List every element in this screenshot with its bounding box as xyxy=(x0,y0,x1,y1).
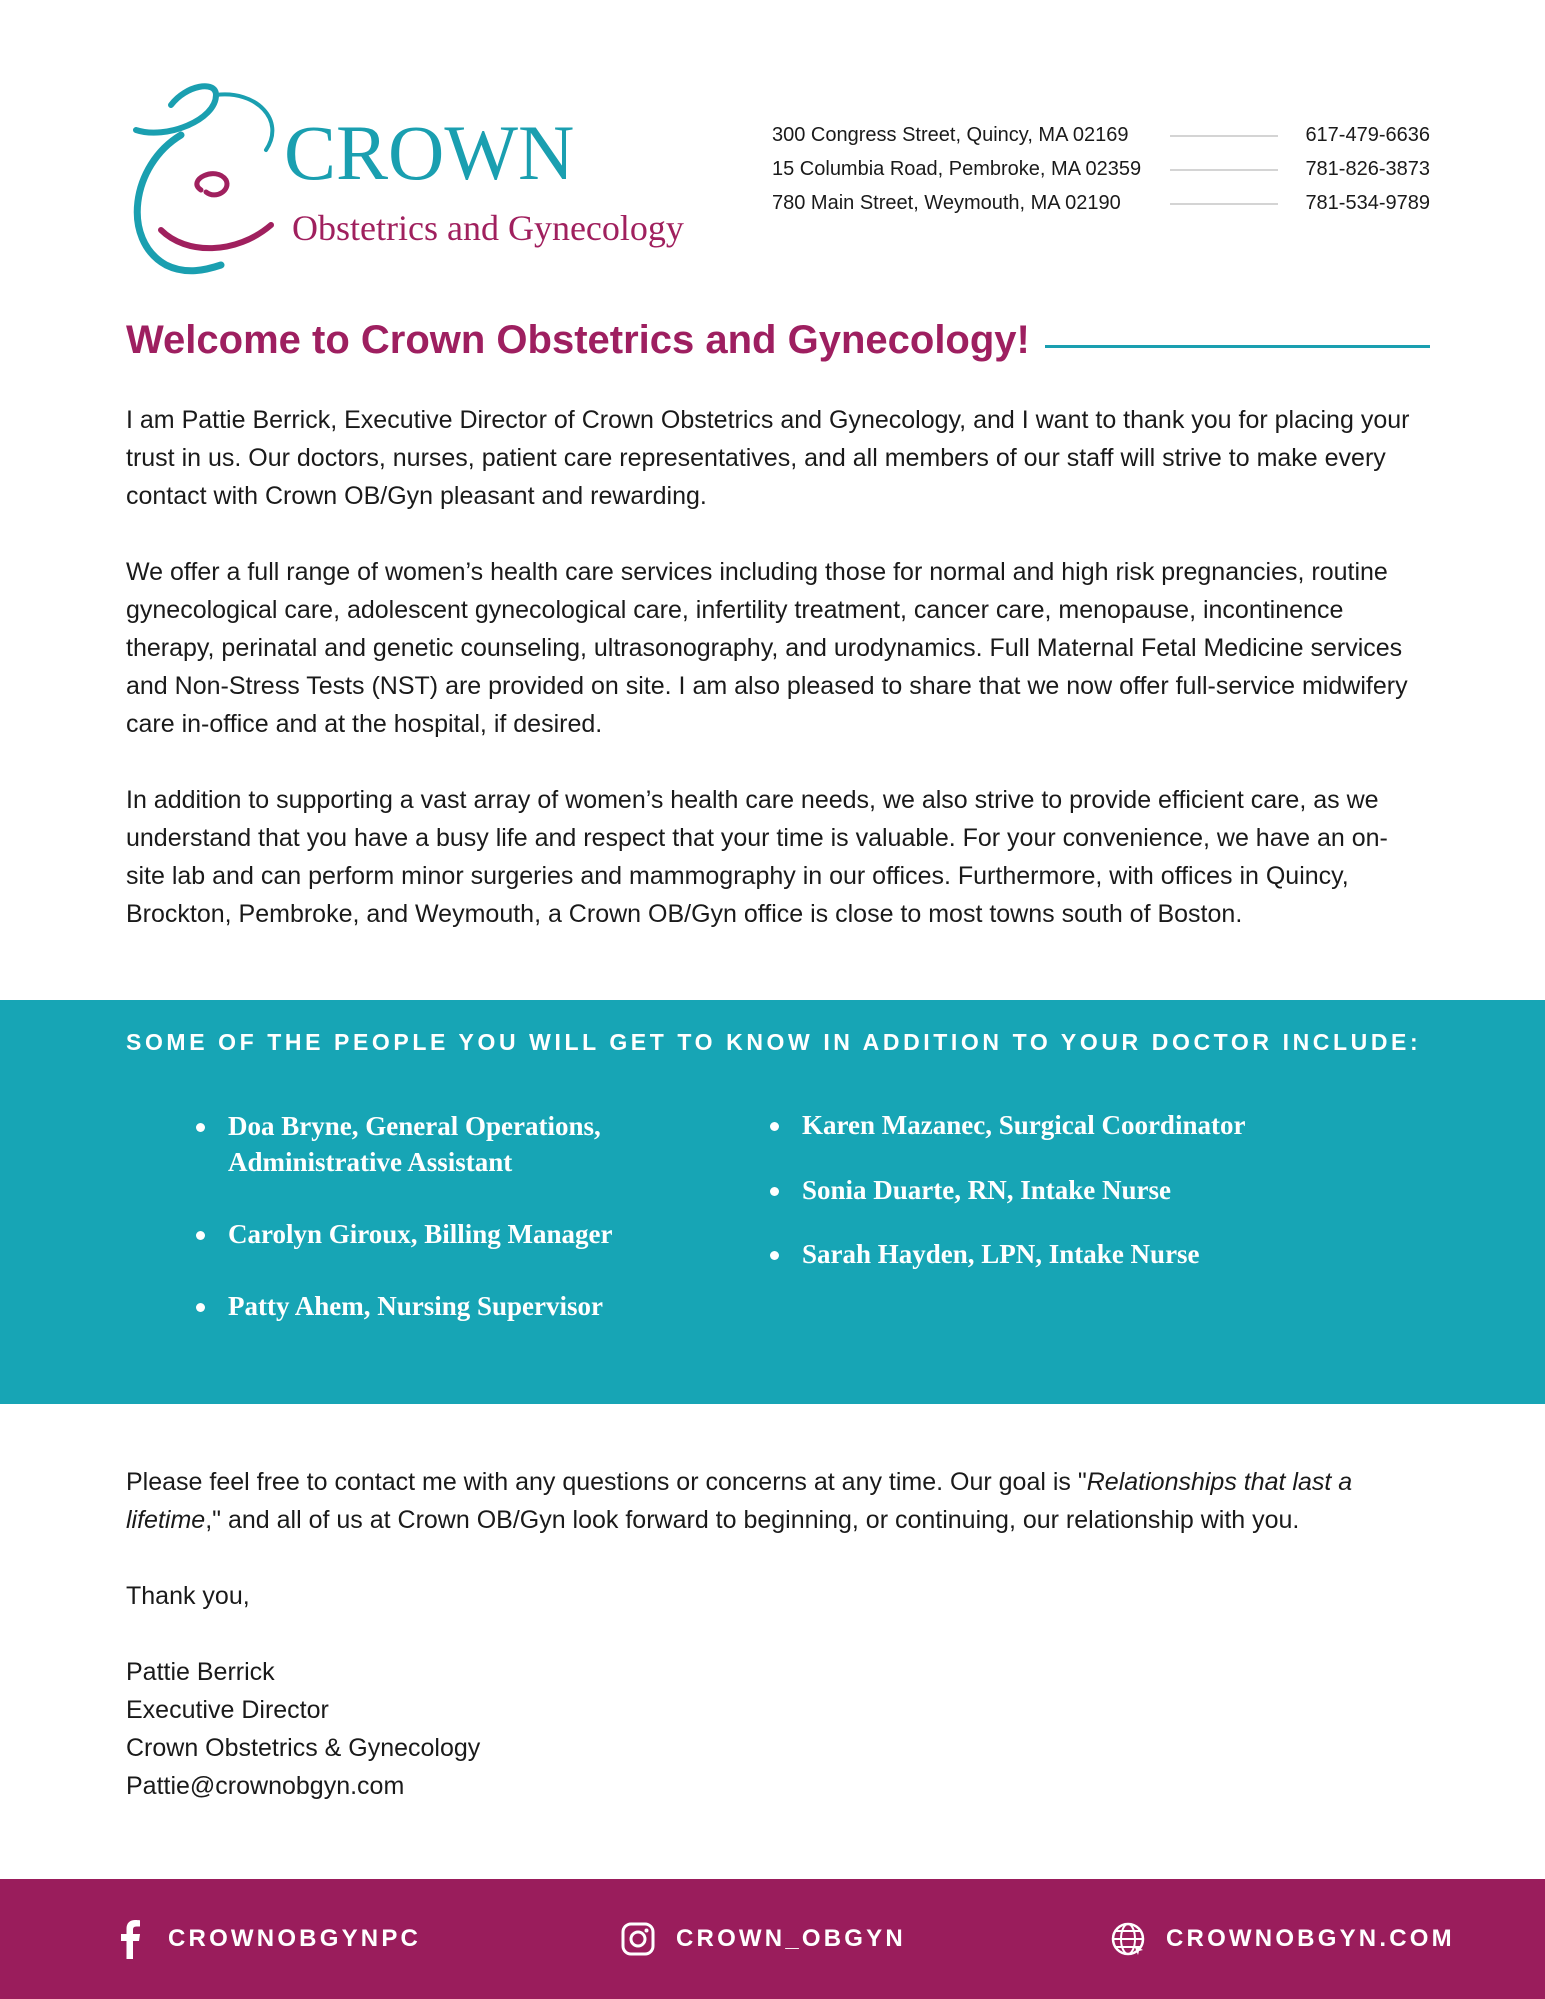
divider xyxy=(1170,203,1278,205)
instagram-icon xyxy=(620,1919,656,1959)
location-weymouth xyxy=(772,186,1430,220)
location-pembroke xyxy=(772,152,1430,186)
staff-item: Sarah Hayden, LPN, Intake Nurse xyxy=(770,1236,1250,1272)
logo xyxy=(126,80,684,280)
address: 15 Columbia Road, Pembroke, MA 02359 xyxy=(772,158,1142,180)
signature-block xyxy=(126,1653,480,1805)
staff-heading: SOME OF THE PEOPLE YOU WILL GET TO KNOW IN ADDITION TO YOUR DOCTOR INCLUDE: xyxy=(126,1029,1422,1055)
staff-item: Sonia Duarte, RN, Intake Nurse xyxy=(770,1172,1250,1208)
divider xyxy=(1170,135,1278,137)
phone: 617-479-6636 xyxy=(1305,124,1430,146)
closing-paragraph xyxy=(126,1463,1426,1539)
convenience-paragraph: In addition to supporting a vast array of women’s health care needs, we also strive to provide efficient care, as we understand that you have a busy life and respect that your time is valuable. For your convenience, we have an on-site lab and can perform minor surgeries and mammography in our offices. Furthermore, with offices in Quincy, Brockton, Pembroke, and Weymouth, a Crown OB/Gyn office is close to most towns south of Boston. xyxy=(126,786,1388,928)
logo-wordmark: CROWN xyxy=(284,109,575,196)
facebook-handle: CROWNOBGYNPC xyxy=(168,1925,422,1952)
logo-mark xyxy=(126,80,286,280)
signer-org: Crown Obstetrics & Gynecology xyxy=(126,1734,481,1762)
staff-section xyxy=(0,1000,1545,1404)
closing-text: Please feel free to contact me with any questions or concerns at any time. Our goal is " xyxy=(126,1468,1087,1496)
address: 780 Main Street, Weymouth, MA 02190 xyxy=(772,192,1121,214)
thank-you: Thank you, xyxy=(126,1582,250,1610)
address: 300 Congress Street, Quincy, MA 02169 xyxy=(772,124,1129,146)
staff-item: Carolyn Giroux, Billing Manager xyxy=(196,1216,676,1252)
facebook-link[interactable] xyxy=(112,1879,421,1999)
staff-item: Karen Mazanec, Surgical Coordinator xyxy=(770,1107,1250,1143)
globe-icon xyxy=(1110,1919,1146,1959)
footer xyxy=(0,1879,1545,1999)
instagram-link[interactable] xyxy=(620,1879,906,1999)
welcome-title: Welcome to Crown Obstetrics and Gynecology! xyxy=(126,318,1030,362)
intro-paragraph: I am Pattie Berrick, Executive Director of Crown Obstetrics and Gynecology, and I want to thank you for placing your trust in us. Our doctors, nurses, patient care representatives, and all members of our staff will strive to make every contact with Crown OB/Gyn pleasant and rewarding. xyxy=(126,406,1410,510)
logo-subtitle: Obstetrics and Gynecology xyxy=(292,208,684,248)
title-divider xyxy=(1045,345,1430,348)
phone: 781-534-9789 xyxy=(1305,192,1430,214)
signer-email[interactable]: Pattie@crownobgyn.com xyxy=(126,1772,405,1800)
signer-name: Pattie Berrick xyxy=(126,1658,275,1686)
signer-title: Executive Director xyxy=(126,1696,329,1724)
divider xyxy=(1170,169,1278,171)
staff-item: Patty Ahem, Nursing Supervisor xyxy=(196,1288,676,1324)
website-url: CROWNOBGYN.COM xyxy=(1166,1925,1455,1952)
location-quincy xyxy=(772,118,1430,152)
staff-item: Doa Bryne, General Operations, Administrative Assistant xyxy=(196,1108,676,1180)
instagram-handle: CROWN_OBGYN xyxy=(676,1925,906,1952)
website-link[interactable] xyxy=(1110,1879,1455,1999)
facebook-icon xyxy=(112,1919,148,1959)
phone: 781-826-3873 xyxy=(1305,158,1430,180)
closing-text: ," and all of us at Crown OB/Gyn look forward to beginning, or continuing, our relationship with you. xyxy=(205,1506,1300,1534)
services-paragraph: We offer a full range of women’s health care services including those for normal and high risk pregnancies, routine gynecological care, adolescent gynecological care, infertility treatment, cancer care, menopause, incontinence therapy, perinatal and genetic counseling, ultrasonography, and urodynamics. Full Maternal Fetal Medicine services and Non-Stress Tests (NST) are provided on site. I am also pleased to share that we now offer full-service midwifery care in-office and at the hospital, if desired. xyxy=(126,558,1408,738)
goal-quote: Relationships that last a lifetime xyxy=(126,1468,1353,1534)
contact-list xyxy=(772,118,1430,220)
